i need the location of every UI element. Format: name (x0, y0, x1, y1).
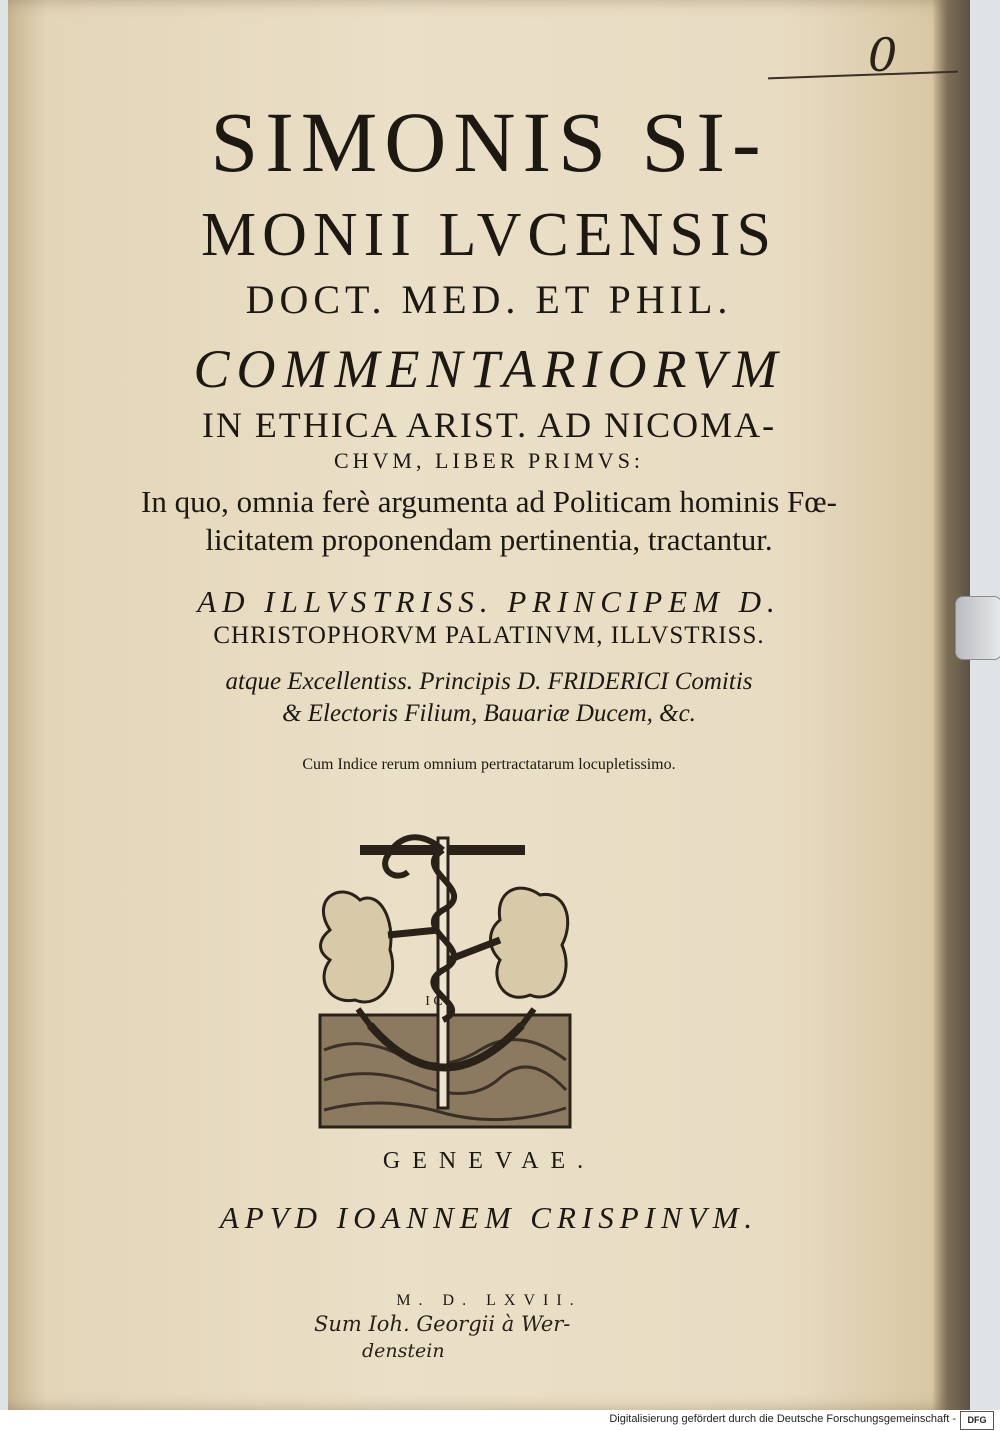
work-title: COMMENTARIORVM (193, 339, 785, 399)
clip-tab (955, 596, 1000, 660)
imprint-year: M. D. LXVII. (396, 1292, 582, 1309)
dedication-line-4: & Electoris Filium, Bauariæ Ducem, &c. (282, 700, 696, 727)
index-note: Cum Indice rerum omnium pertractatarum locupletissimo. (302, 756, 676, 773)
work-subtitle-2: CHVM, LIBER PRIMVS: (333, 448, 645, 473)
emblem-initials: I C (425, 994, 443, 1009)
imprint-printer: APVD IOANNEM CRISPINVM. (219, 1200, 759, 1235)
funding-credit: Digitalisierung gefördert durch die Deutsche Forschungsgemeinschaft - (609, 1413, 956, 1425)
ownership-inscription-1: Sum Ioh. Georgii à Wer- (314, 1312, 571, 1336)
dedication-line-2: CHRISTOPHORVM PALATINVM, ILLVSTRISS. (213, 622, 765, 649)
description-line-1: In quo, omnia ferè argumenta ad Politicam hominis Fœ- (141, 484, 837, 519)
corner-handwritten-mark: 0 (868, 28, 898, 82)
title-line-2: MONII LVCENSIS (200, 201, 778, 269)
dedication-line-1: AD ILLVSTRISS. PRINCIPEM D. (197, 584, 781, 619)
imprint-place: GENEVAE. (382, 1148, 596, 1174)
book-page (8, 0, 970, 1410)
title-line-1: SIMONIS SI- (210, 94, 768, 190)
description-line-2: licitatem proponendam pertinentia, tractantur. (205, 522, 773, 557)
dedication-line-3: atque Excellentiss. Principis D. FRIDERICI Comitis (225, 668, 753, 695)
work-subtitle-1: IN ETHICA ARIST. AD NICOMA- (201, 405, 777, 445)
dfg-logo-icon: DFG (960, 1411, 994, 1430)
author-degrees: DOCT. MED. ET PHIL. (245, 277, 733, 322)
footer-bar (0, 1410, 1000, 1431)
ownership-inscription-2: denstein (362, 1340, 445, 1362)
printer-device-anchor-icon (300, 810, 590, 1132)
corner-pen-stroke (768, 71, 958, 80)
